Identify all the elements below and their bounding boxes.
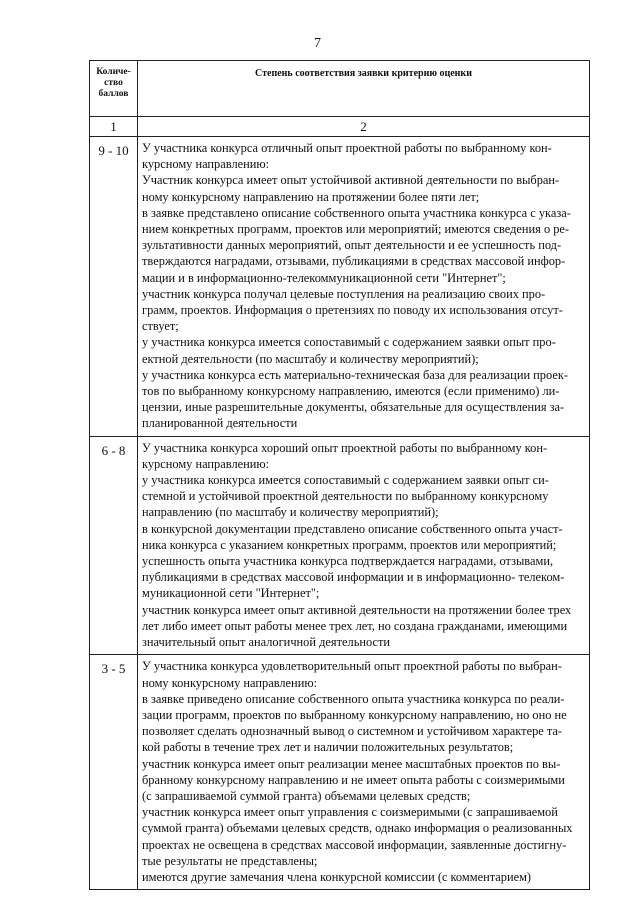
description-line: цензии, иные разрешительные документы, обязательные для осуществления за- — [142, 400, 565, 415]
description-line: в заявке представлено описание собственного опыта участника конкурса с указа- — [142, 205, 571, 220]
description-line: (с запрашиваемой суммой гранта) объемами целевых средств; — [142, 788, 471, 803]
description-line: в конкурсной документации представлено описание собственного опыта участ- — [142, 521, 563, 536]
description-line: проектах не освещена в средствах массовой информации, заявленные достигну- — [142, 837, 567, 852]
description-line: бранному конкурсному направлению и не имеет опыта работы с соизмеримыми — [142, 772, 565, 787]
description-line: У участника конкурса удовлетворительный опыт проектной работы по выбран- — [142, 659, 562, 674]
description-line: муникационной сети "Интернет"; — [142, 586, 320, 601]
table-row — [90, 137, 590, 437]
description-line: участник конкурса имеет опыт активной деятельности на протяжении более трех — [142, 602, 572, 617]
criterion-description — [138, 137, 590, 437]
description-line: стемной и устойчивой проектной деятельности по выбранному конкурсному — [142, 489, 549, 504]
description-line: участник конкурса имеет опыт реализации менее масштабных проектов по вы- — [142, 756, 561, 771]
description-line: ника конкурса с указанием конкретных программ, проектов или мероприятий; — [142, 537, 557, 552]
page-number: 7 — [314, 36, 321, 51]
description-line: лет либо имеет опыт работы менее трех лет, но создана гражданами, имеющими — [142, 618, 568, 633]
description-line: в заявке приведено описание собственного опыта участника конкурса по реали- — [142, 691, 565, 706]
column-number: 1 — [90, 117, 138, 137]
description-line: тые результаты не представлены; — [142, 853, 318, 868]
description-line: успешность опыта участника конкурса подтверждается наградами, отзывами, — [142, 554, 554, 569]
description-line: Участник конкурса имеет опыт устойчивой активной деятельности по выбран- — [142, 173, 560, 188]
criterion-description — [138, 655, 590, 890]
description-line: ствует; — [142, 319, 179, 334]
header-col1-line: ство — [104, 78, 123, 88]
description-line: участник конкурса имеет опыт управления с соизмеримыми (с запрашиваемой — [142, 805, 558, 820]
description-line: значительный опыт аналогичной деятельности — [142, 635, 391, 650]
description-line: ектной деятельности (по масштабу и количеству мероприятий); — [142, 351, 479, 366]
description-line: У участника конкурса отличный опыт проектной работы по выбранному кон- — [142, 141, 552, 155]
description-line: направлению (по масштабу и количеству мероприятий); — [142, 505, 439, 520]
description-line: у участника конкурса имеется сопоставимый с содержанием заявки опыт про- — [142, 335, 556, 350]
table-row — [90, 436, 590, 655]
description-line: У участника конкурса хороший опыт проектной работы по выбранному кон- — [142, 440, 548, 455]
description-line: курсному направлению: — [142, 157, 270, 172]
description-line: планированной деятельности — [142, 416, 298, 431]
header-col1-line: баллов — [98, 89, 129, 99]
description-line: тов по выбранному конкурсному направлению, имеются (если применимо) ли- — [142, 384, 560, 399]
description-line: участник конкурса получал целевые поступления на реализацию своих про- — [142, 286, 546, 301]
score-range: 6 - 8 — [90, 436, 138, 655]
description-line: нием конкретных программ, проектов или мероприятий; имеются сведения о ре- — [142, 222, 570, 237]
description-line: суммой гранта) объемами целевых средств, однако информация о реализованных — [142, 821, 573, 836]
description-line: у участника конкурса имеется сопоставимый с содержанием заявки опыт си- — [142, 473, 549, 488]
table-header-row — [90, 61, 590, 117]
description-line: ному конкурсному направлению: — [142, 675, 318, 690]
description-line: позволяет сделать однозначный вывод о системном и устойчивом характере та- — [142, 724, 563, 739]
criteria-table — [89, 60, 590, 890]
description-line: тверждаются наградами, отзывами, публикациями в средствах массовой инфор- — [142, 254, 566, 269]
description-line: ному конкурсному направлению на протяжении более пяти лет; — [142, 189, 480, 204]
column-number-row — [90, 117, 590, 137]
description-line: кой работы в течение трех лет и наличии положительных результатов; — [142, 740, 514, 755]
description-line: у участника конкурса есть материально-техническая база для реализации проек- — [142, 367, 568, 382]
score-range: 3 - 5 — [90, 655, 138, 890]
description-line: зации программ, проектов по выбранному конкурсному направлению, но оно не — [142, 707, 567, 722]
description-line: курсному направлению: — [142, 456, 270, 471]
criterion-description — [138, 436, 590, 655]
description-line: имеются другие замечания члена конкурсной комиссии (с комментарием) — [142, 869, 532, 884]
column-number: 2 — [138, 117, 590, 137]
header-compliance-degree: Степень соответствия заявки критерию оценки — [138, 61, 590, 117]
header-score-count — [90, 61, 138, 117]
description-line: грамм, проектов. Информация о претензиях по поводу их использования отсут- — [142, 303, 563, 318]
score-range: 9 - 10 — [90, 137, 138, 437]
header-col1-line: Количе- — [96, 67, 131, 77]
table-row — [90, 655, 590, 890]
description-line: публикациями в средствах массовой информации и в информационно- телеком- — [142, 570, 565, 585]
description-line: зультативности данных мероприятий, опыт деятельности и ее успешность под- — [142, 238, 562, 253]
description-line: мации и в информационно-телекоммуникационной сети "Интернет"; — [142, 270, 506, 285]
